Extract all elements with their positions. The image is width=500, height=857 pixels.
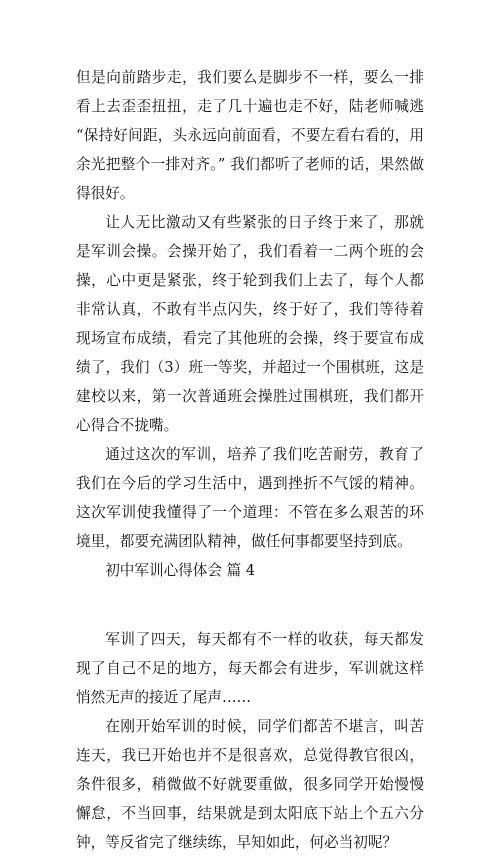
- paragraph-2: 让人无比激动又有些紧张的日子终于来了，那就是军训会操。会操开始了，我们看着一二两个班的会操，心中更是紧张，终于轮到我们上去了，每个人都非常认真，不敢有半点闪失，终于好了，我们等待着现场宣布成绩，看完了其他班的会操，终于要宣布成绩了，我们（3）班一等奖，并超过一个围棋班，这是建校以来，第一次普通班会操胜过围棋班，我们都开心得合不拢嘴。: [76, 214, 424, 434]
- section-heading: 初中军训心得体会 篇 4: [105, 562, 256, 579]
- section-spacer: [76, 585, 424, 625]
- paragraph-5: 在刚开始军训的时候，同学们都苦不堪言，叫苦连天，我已开始也并不是很喜欢，总觉得教官很凶，条件很多，稍微做不好就要重做，很多同学开始慢慢懈怠，不当回事，结果就是到太阳底下站上个五六分钟，等反省完了继续练，早知如此，何必当初呢？: [76, 718, 424, 851]
- document-body: [76, 63, 424, 857]
- paragraph-4: 军训了四天，每天都有不一样的收获，每天都发现了自己不足的地方，每天都会有进步，军训就这样悄然无声的接近了尾声……: [76, 631, 424, 706]
- paragraph-1: 但是向前踏步走，我们要么是脚步不一样，要么一排看上去歪歪扭扭，走了几十遍也走不好，陆老师喊逃 “保持好间距，头永远向前面看，不要左看右看的，用余光把整个一排对齐。” 我们都听了老师的话，果然做得很好。: [76, 69, 424, 202]
- paragraph-3: 通过这次的军训，培养了我们吃苦耐劳，教育了我们在今后的学习生活中，遇到挫折不气馁的精神。这次军训使我懂得了一个道理：不管在多么艰苦的环境里，都要充满团队精神，做任何事都要坚持到底。: [76, 446, 424, 550]
